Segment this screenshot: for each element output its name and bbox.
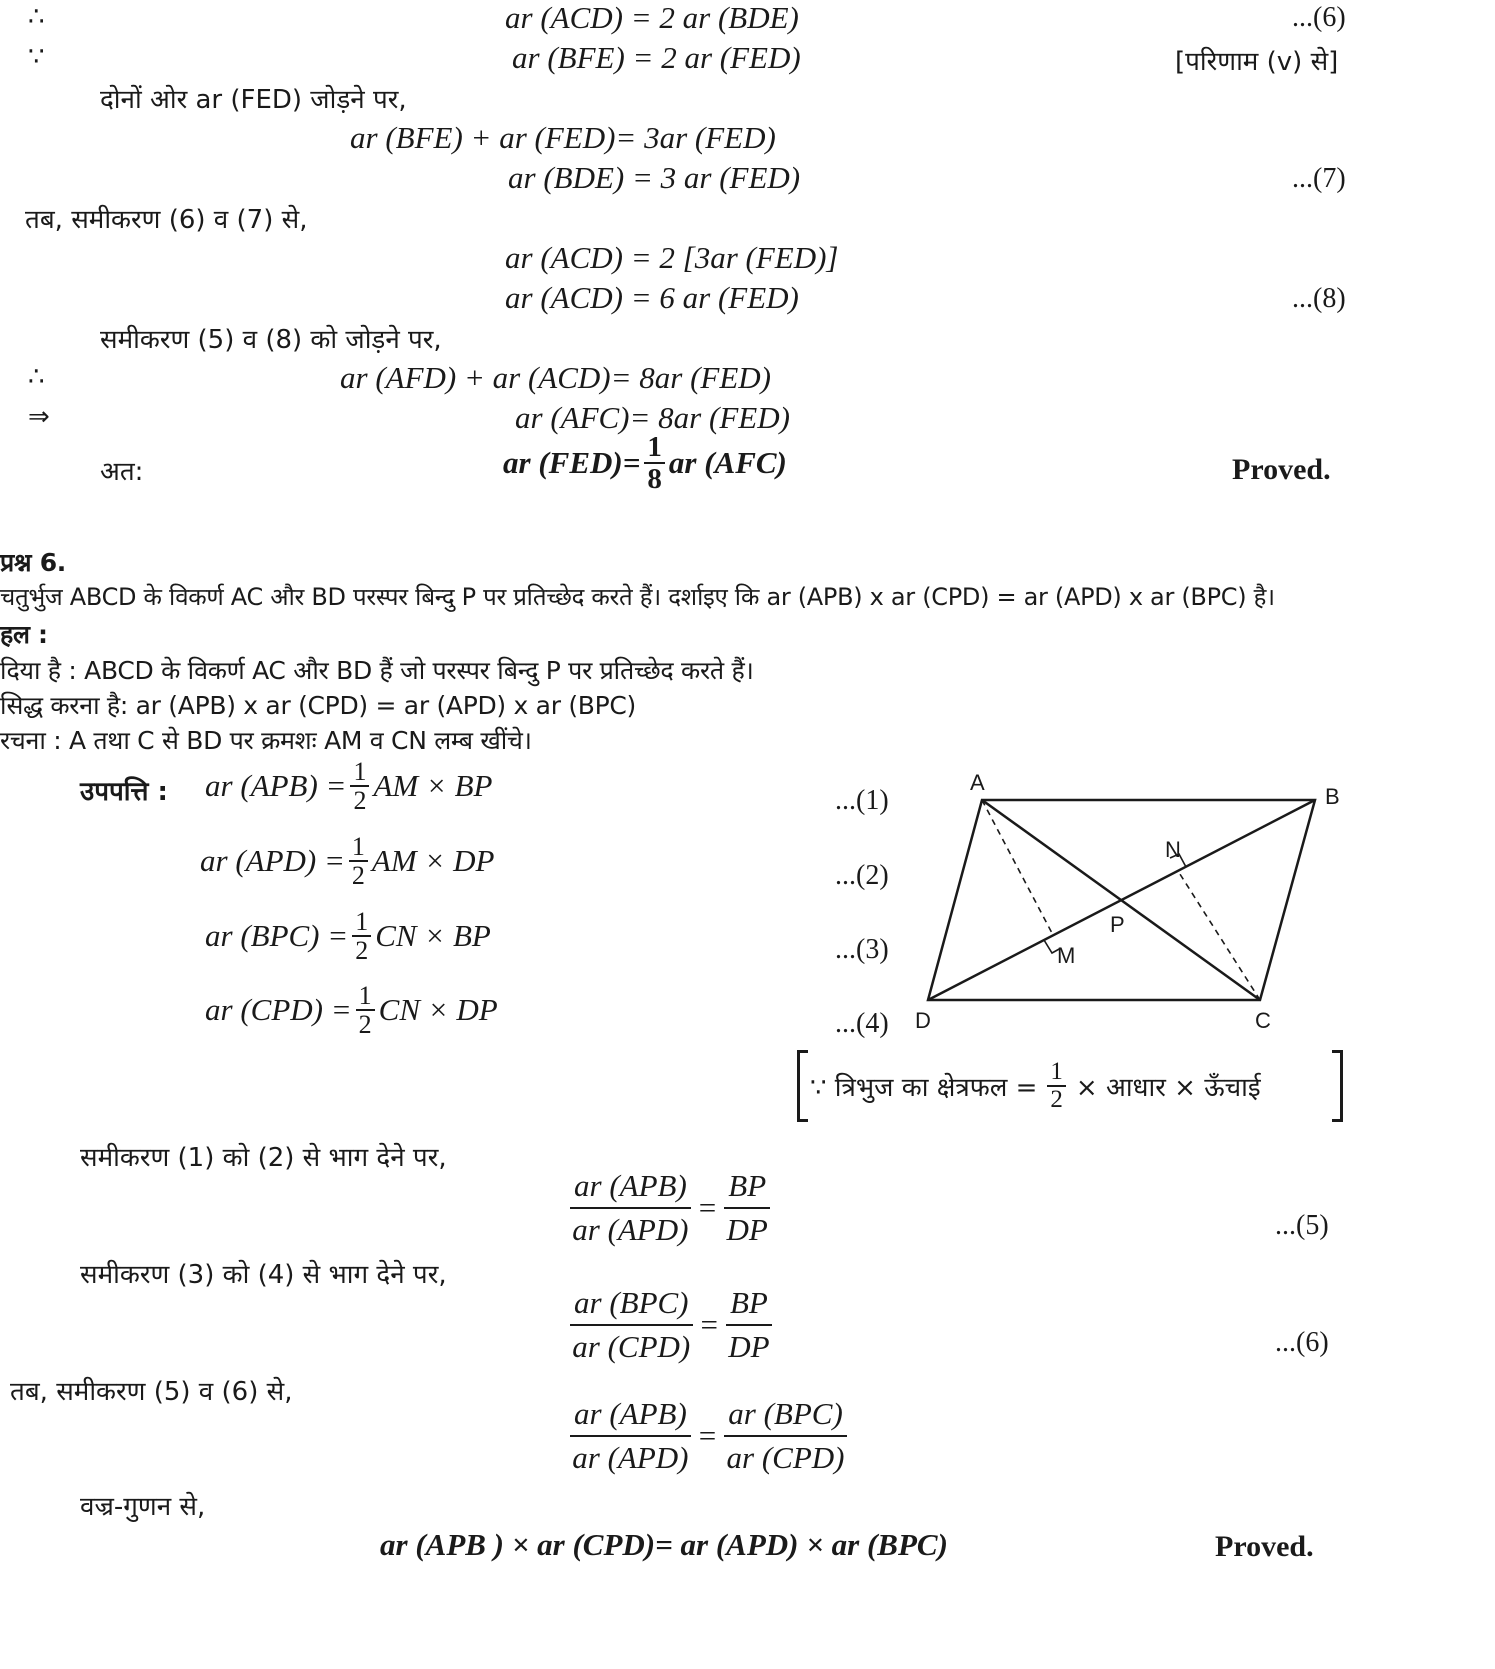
equation-afc: ar (AFC)= 8ar (FED): [515, 400, 790, 435]
label-M: M: [1057, 943, 1076, 968]
given-text: दिया है : ABCD के विकर्ण AC और BD हैं जो परस्पर बिन्दु P पर प्रतिच्छेद करते हैं।: [0, 656, 754, 685]
proof-eq-2: ar (APD) = $\frac{1}{2}$ AM × DP: [200, 832, 495, 891]
ref-7: ...(7): [1292, 163, 1346, 194]
equation-sum: ar (BFE) + ar (FED)= 3ar (FED): [350, 120, 776, 155]
question-text: चतुर्भुज ABCD के विकर्ण AC और BD परस्पर बिन्दु P पर प्रतिच्छेद करते हैं। दर्शाइए कि ar (APB) x ar (CPD) = ar (APD) x ar (BPC) है।: [0, 583, 1275, 611]
final-lhs: ar (FED)=: [503, 445, 641, 481]
fraction-half: $\frac{1}{2}$: [350, 758, 369, 815]
proved-label-1: Proved.: [1232, 453, 1331, 486]
fraction-half: $\frac{1}{2}$: [352, 908, 371, 965]
to-prove-text: सिद्ध करना है: ar (APB) x ar (CPD) = ar (APD) x ar (BPC): [0, 691, 637, 720]
ratio-eq-6: $\frac{\text{ar (BPC)}}{\text{ar (CPD)}}$ = $\frac{BP}{DP}$: [570, 1282, 772, 1368]
ratio-eq-5: $\frac{\text{ar (APB)}}{\text{ar (APD)}}$ = $\frac{BP}{DP}$: [570, 1165, 770, 1251]
label-P: P: [1110, 912, 1125, 937]
ref-4: ...(4): [835, 1008, 889, 1039]
ref-result-v: [परिणाम (v) से]: [1175, 47, 1339, 77]
area-formula-note: ∵ त्रिभुज का क्षेत्रफल = $\frac{1}{2}$ × आधार × ऊँचाई: [797, 1050, 1343, 1122]
equation-bfe: ar (BFE) = 2 ar (FED): [512, 40, 801, 75]
proof-eq-1: ar (APB) = $\frac{1}{2}$ AM × BP: [205, 757, 493, 816]
equation-acd-substitute: ar (ACD) = 2 [3ar (FED)]: [505, 240, 839, 275]
equation-7: ar (BDE) = 3 ar (FED): [508, 160, 801, 195]
therefore-symbol-2: ∴: [28, 362, 45, 392]
construction-text: रचना : A तथा C से BD पर क्रमशः AM व CN लम्ब खींचे।: [0, 726, 532, 755]
label-N: N: [1165, 837, 1181, 862]
divide-1-by-2-text: समीकरण (1) को (2) से भाग देने पर,: [80, 1143, 447, 1173]
final-result-part1: [503, 432, 787, 495]
adding-both-sides-text: दोनों ओर ar (FED) जोड़ने पर,: [100, 85, 407, 115]
label-A: A: [970, 770, 985, 795]
then-from-5-6-text: तब, समीकरण (5) व (6) से,: [10, 1377, 293, 1407]
proof-eq-4: ar (CPD) = $\frac{1}{2}$ CN × DP: [205, 981, 498, 1040]
solution-heading: हल :: [0, 620, 48, 649]
ref-1: ...(1): [835, 785, 889, 816]
hence-label: अत:: [100, 457, 144, 487]
equation-6: ar (ACD) = 2 ar (BDE): [505, 0, 799, 35]
equation-afd-acd: ar (AFD) + ar (ACD)= 8ar (FED): [340, 360, 771, 395]
label-C: C: [1255, 1008, 1271, 1033]
because-symbol: ∵: [28, 42, 45, 72]
therefore-symbol: ∴: [28, 2, 45, 32]
parallelogram-figure: [900, 760, 1360, 1050]
implies-symbol: ⇒: [28, 402, 50, 432]
ratio-eq-combined: $\frac{\text{ar (APB)}}{\text{ar (APD)}}$ = $\frac{\text{ar (BPC)}}{\text{ar (CPD)}}$: [570, 1393, 847, 1479]
fraction-half: $\frac{1}{2}$: [1047, 1059, 1066, 1114]
perpendicular-cn: [1178, 871, 1260, 1000]
ref-2: ...(2): [835, 860, 889, 891]
divide-3-by-4-text: समीकरण (3) को (4) से भाग देने पर,: [80, 1260, 447, 1290]
proof-eq-3: ar (BPC) = $\frac{1}{2}$ CN × BP: [205, 907, 491, 966]
cross-multiply-text: वज्र-गुणन से,: [80, 1492, 206, 1522]
fraction-one-eighth: $\frac{1}{8}$: [644, 432, 665, 495]
final-rhs: ar (AFC): [668, 445, 787, 481]
adding-5-8-text: समीकरण (5) व (8) को जोड़ने पर,: [100, 325, 442, 355]
diagonal-bd: [928, 800, 1315, 1000]
ref-6: ...(6): [1292, 2, 1346, 33]
ref-5: ...(5): [1275, 1210, 1329, 1241]
fraction-half: $\frac{1}{2}$: [349, 833, 368, 890]
final-equation: ar (APB ) × ar (CPD)= ar (APD) × ar (BPC): [380, 1527, 948, 1562]
perpendicular-am: [982, 800, 1053, 935]
label-B: B: [1325, 784, 1340, 809]
proved-label-2: Proved.: [1215, 1530, 1314, 1563]
ref-3: ...(3): [835, 934, 889, 965]
ref-8: ...(8): [1292, 283, 1346, 314]
proof-label: उपपत्ति :: [80, 777, 168, 807]
fraction-half: $\frac{1}{2}$: [356, 982, 375, 1039]
ref-6b: ...(6): [1275, 1327, 1329, 1358]
question-heading: प्रश्न 6.: [0, 548, 66, 577]
label-D: D: [915, 1008, 931, 1033]
equation-8: ar (ACD) = 6 ar (FED): [505, 280, 799, 315]
then-from-6-7-text: तब, समीकरण (6) व (7) से,: [25, 205, 308, 235]
